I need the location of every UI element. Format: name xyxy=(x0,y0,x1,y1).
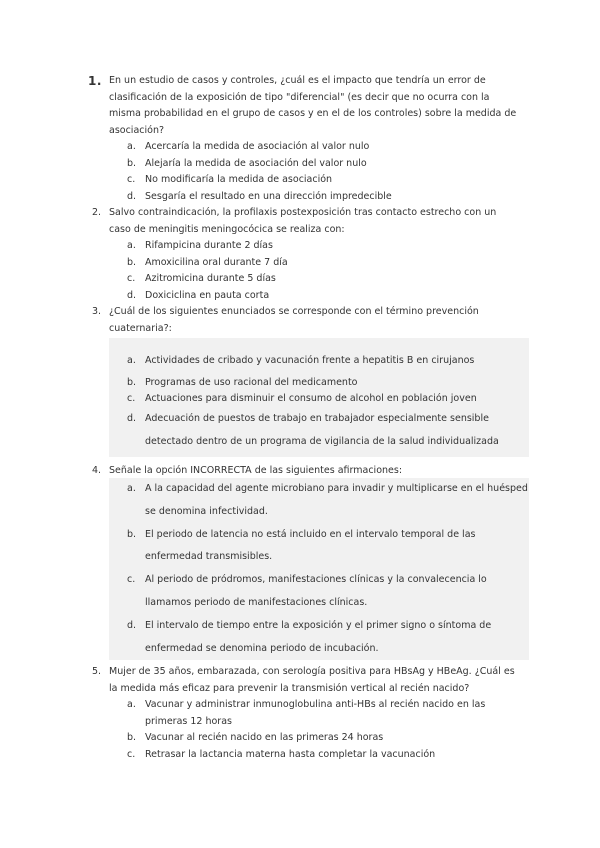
question-text: Mujer de 35 años, embarazada, con serología positiva para HBsAg y HBeAg. ¿Cuál es la medida más eficaz para prevenir la transmisión vertical al recién nacido? xyxy=(109,666,515,694)
option-item xyxy=(109,271,519,288)
question-text: ¿Cuál de los siguientes enunciados se corresponde con el término prevención cuaternaria?: xyxy=(109,306,479,334)
option-item xyxy=(109,524,529,570)
option-item xyxy=(109,288,519,305)
option-letter: d. xyxy=(127,619,137,631)
option-text: Actividades de cribado y vacunación frente a hepatitis B en cirujanos xyxy=(145,355,475,366)
option-text: El periodo de latencia no está incluido en el intervalo temporal de las enfermedad transmisibles. xyxy=(145,528,476,563)
option-item xyxy=(109,730,519,747)
option-item xyxy=(109,408,529,454)
option-letter: a. xyxy=(127,141,136,152)
option-text: Azitromicina durante 5 días xyxy=(145,273,276,284)
option-text: No modificaría la medida de asociación xyxy=(145,174,333,185)
question-number: 3. xyxy=(92,306,102,317)
option-item xyxy=(109,569,529,615)
question-number: 2. xyxy=(92,207,102,218)
option-letter: c. xyxy=(127,574,136,586)
option-item xyxy=(109,189,519,206)
option-text: A la capacidad del agente microbiano para invadir y multiplicarse en el huésped se denomina infectividad. xyxy=(145,483,528,517)
question-text: Señale la opción INCORRECTA de las siguientes afirmaciones: xyxy=(109,465,403,476)
question-number: 1. xyxy=(88,74,102,88)
option-text: Acercaría la medida de asociación al valor nulo xyxy=(145,141,370,152)
option-text: Adecuación de puestos de trabajo en trabajador especialmente sensible detectado dentro de un programa de vigilancia de la salud individualizada xyxy=(145,412,499,447)
option-list xyxy=(109,478,529,660)
option-letter: c. xyxy=(127,174,136,185)
option-text: Sesgaría el resultado en una dirección impredecible xyxy=(145,190,392,202)
option-item xyxy=(109,350,529,373)
option-item xyxy=(109,255,519,272)
option-letter: b. xyxy=(127,732,137,743)
question-text: En un estudio de casos y controles, ¿cuál es el impacto que tendría un error de clasificación de la exposición de tipo "diferencial" (es decir que no ocurra con la misma probabilidad en el grupo de casos y en el de los controles) sobre la medida de asociación? xyxy=(109,75,517,136)
option-letter: a. xyxy=(127,699,136,710)
option-list xyxy=(109,238,519,304)
option-letter: a. xyxy=(127,355,136,366)
option-list xyxy=(109,139,519,205)
question-number: 4. xyxy=(92,465,102,476)
option-item xyxy=(109,478,529,524)
option-text: Actuaciones para disminuir el consumo de alcohol en población joven xyxy=(145,393,477,405)
option-item xyxy=(109,615,529,661)
option-text: Rifampicina durante 2 días xyxy=(145,240,273,251)
option-letter: b. xyxy=(127,157,137,169)
option-letter: c. xyxy=(127,273,136,284)
option-item xyxy=(109,238,519,255)
option-item xyxy=(109,375,529,392)
option-text: Doxiciclina en pauta corta xyxy=(145,289,270,301)
option-item xyxy=(109,391,529,408)
option-letter: b. xyxy=(127,376,137,388)
option-text: Retrasar la lactancia materna hasta completar la vacunación xyxy=(145,748,436,760)
option-letter: c. xyxy=(127,393,136,405)
option-letter: d. xyxy=(127,289,137,301)
question-text: Salvo contraindicación, la profilaxis postexposición tras contacto estrecho con un caso de meningitis meningocócica se realiza con: xyxy=(109,207,497,235)
option-letter: b. xyxy=(127,256,137,268)
question-number: 5. xyxy=(92,666,102,677)
option-letter: d. xyxy=(127,412,137,424)
option-text: Alejaría la medida de asociación del valor nulo xyxy=(145,157,367,169)
option-text: Amoxicilina oral durante 7 día xyxy=(145,256,288,268)
option-list xyxy=(109,338,529,457)
option-text: Vacunar y administrar inmunoglobulina anti-HBs al recién nacido en las primeras 12 horas xyxy=(145,699,486,727)
option-letter: c. xyxy=(127,748,136,760)
option-text: Al periodo de pródromos, manifestaciones clínicas y la convalecencia lo llamamos periodo de manifestaciones clínicas. xyxy=(145,574,487,608)
option-item xyxy=(109,747,519,764)
option-text: Programas de uso racional del medicamento xyxy=(145,376,358,388)
option-text: Vacunar al recién nacido en las primeras 24 horas xyxy=(145,732,384,743)
option-item xyxy=(109,139,519,156)
option-list xyxy=(109,697,519,763)
option-text: El intervalo de tiempo entre la exposición y el primer signo o síntoma de enfermedad se denomina periodo de incubación. xyxy=(145,619,492,654)
option-letter: d. xyxy=(127,190,137,202)
option-letter: a. xyxy=(127,240,136,251)
option-item xyxy=(109,172,519,189)
option-letter: a. xyxy=(127,483,136,494)
option-letter: b. xyxy=(127,528,137,540)
option-item xyxy=(109,697,519,730)
option-item xyxy=(109,156,519,173)
